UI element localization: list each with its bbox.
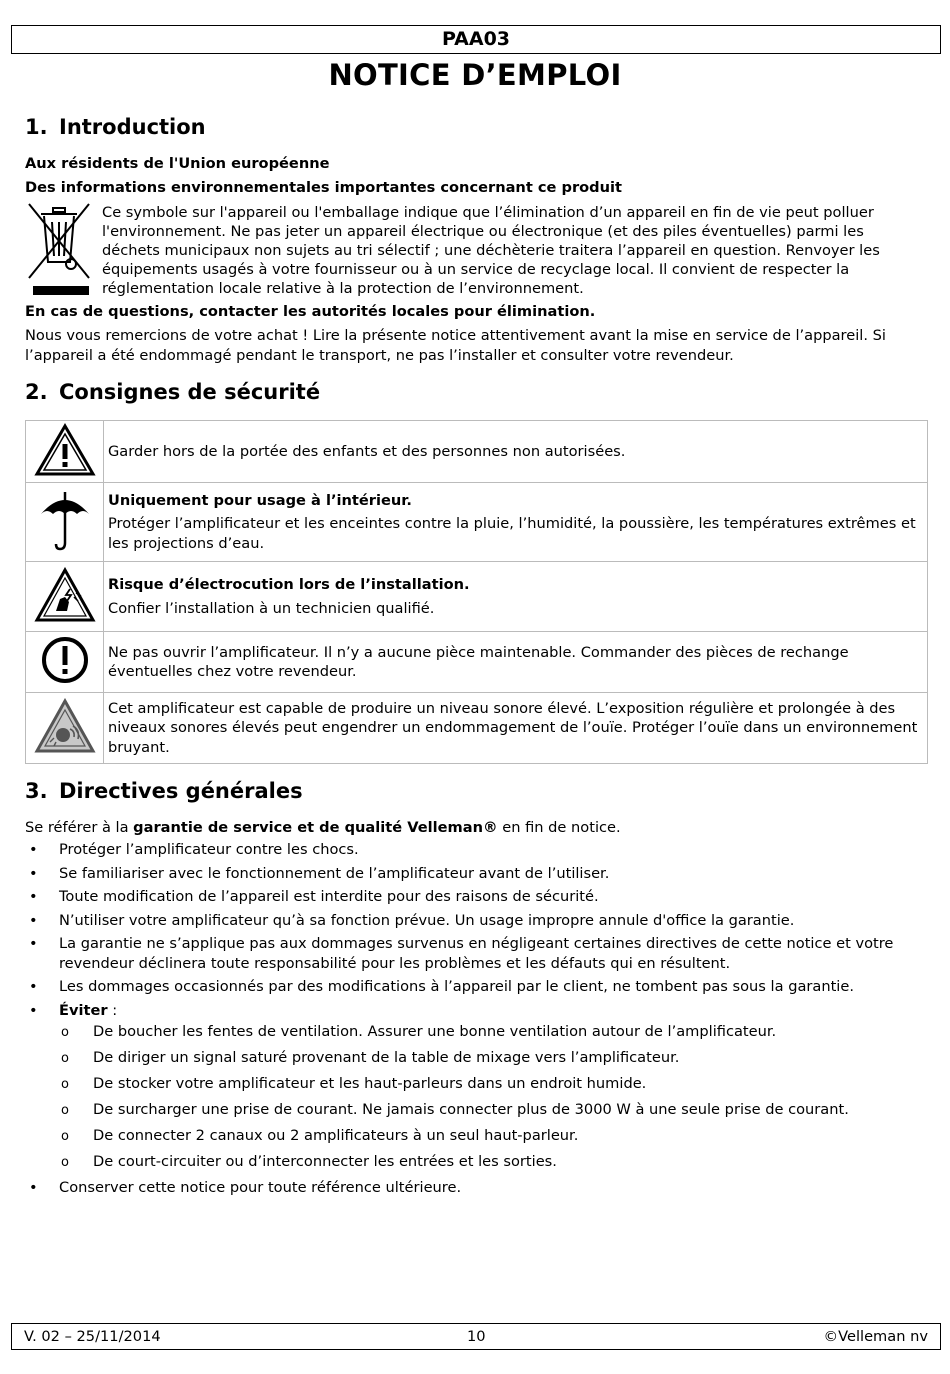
safety-text-cell: [104, 562, 928, 632]
sub-list-item: o De connecter 2 canaux ou 2 amplificateurs à un seul haut-parleur.: [59, 1126, 925, 1146]
umbrella-icon: [37, 488, 93, 552]
safety-icon-cell: [26, 562, 104, 632]
eu-residents-line: Aux résidents de l'Union européenne: [25, 155, 330, 172]
list-item: • N’utiliser votre amplificateur qu’à sa fonction prévue. Un usage impropre annule d'office la garantie.: [25, 911, 925, 931]
safety-text: Cet amplificateur est capable de produire un niveau sonore élevé. L’exposition régulière et prolongée à des niveaux sonores élevés peut engendrer un endommagement de l’ouïe. Protéger l’ouïe dans un environnement bruyant.: [108, 699, 918, 756]
questions-line: En cas de questions, contacter les autorités locales pour élimination.: [25, 303, 596, 320]
safety-text: Confier l’installation à un technicien qualifié.: [108, 599, 435, 617]
safety-icon-cell: [26, 693, 104, 764]
avoid-label: Éviter: [59, 1001, 108, 1019]
warning-triangle-icon: [34, 423, 96, 477]
document-title: NOTICE D’EMPLOI: [328, 58, 622, 92]
sub-list-item: o De stocker votre amplificateur et les haut-parleurs dans un endroit humide.: [59, 1074, 925, 1094]
model-number: PAA03: [441, 28, 511, 50]
section-title: Consignes de sécurité: [59, 380, 321, 404]
safety-row: [26, 483, 928, 562]
safety-bold-text: Uniquement pour usage à l’intérieur.: [108, 491, 412, 509]
header-box: [11, 25, 941, 54]
weee-description: Ce symbole sur l'appareil ou l'emballage indique que l’élimination d’un appareil en fin de vie peut polluer l'environnement. Ne pas jeter un appareil électrique ou électronique (et des piles éventuelles) parmi les déchets municipaux non sujets au tri sélectif ; une déchèterie traitera l’appareil en question. Renvoyer les équipements usagés à votre fournisseur ou à un service de recyclage local. Il convient de respecter la réglementation locale relative à la protection de l’environnement.: [102, 204, 880, 297]
list-item: • Toute modification de l’appareil est interdite pour des raisons de sécurité.: [25, 887, 925, 907]
safety-row: [26, 693, 928, 764]
safety-text-cell: [104, 632, 928, 693]
thanks-paragraph: Nous vous remercions de votre achat ! Lire la présente notice attentivement avant la mise en service de l’appareil. Si l’appareil a été endommagé pendant le transport, ne pas l’installer et consulter votre revendeur.: [25, 327, 886, 364]
warranty-link-text: garantie de service et de qualité Velleman®: [133, 819, 498, 836]
section-title: Directives générales: [59, 779, 303, 803]
sub-list-item: o De surcharger une prise de courant. Ne jamais connecter plus de 3000 W à une seule prise de courant.: [59, 1100, 925, 1120]
section-number: 3.: [25, 779, 48, 803]
section-number: 1.: [25, 115, 48, 139]
safety-table: [25, 420, 928, 764]
warranty-suffix: en fin de notice.: [497, 819, 621, 836]
safety-row: [26, 562, 928, 632]
safety-text-cell: [104, 421, 928, 483]
section-number: 2.: [25, 380, 48, 404]
list-item: • Conserver cette notice pour toute référence ultérieure.: [25, 1178, 925, 1198]
safety-icon-cell: [26, 421, 104, 483]
section-heading-introduction: [25, 115, 206, 139]
list-item: • Se familiariser avec le fonctionnement de l’amplificateur avant de l’utiliser.: [25, 864, 925, 884]
safety-text: Ne pas ouvrir l’amplificateur. Il n’y a aucune pièce maintenable. Commander des pièces de rechange éventuelles chez votre revendeur.: [108, 643, 849, 680]
safety-text-cell: [104, 483, 928, 562]
environmental-info-line: Des informations environnementales importantes concernant ce produit: [25, 179, 622, 196]
footer-copyright: ©Velleman nv: [823, 1328, 928, 1345]
section-heading-general: [25, 779, 303, 803]
footer-page-number: 10: [467, 1328, 486, 1345]
section-title: Introduction: [59, 115, 206, 139]
exclamation-circle-icon: [40, 635, 90, 685]
footer-version: V. 02 – 25/11/2014: [24, 1328, 161, 1345]
section-heading-safety: [25, 380, 320, 404]
safety-icon-cell: [26, 483, 104, 562]
avoid-sublist: [59, 1022, 925, 1172]
electrocution-warning-icon: [34, 567, 96, 623]
sub-list-item: o De diriger un signal saturé provenant de la table de mixage vers l’amplificateur.: [59, 1048, 925, 1068]
list-item: • Protéger l’amplificateur contre les chocs.: [25, 840, 925, 860]
avoid-suffix: :: [107, 1001, 118, 1019]
sub-list-item: o De court-circuiter ou d’interconnecter les entrées et les sorties.: [59, 1152, 925, 1172]
list-item: • Les dommages occasionnés par des modifications à l’appareil par le client, ne tombent pas sous la garantie.: [25, 977, 925, 997]
safety-icon-cell: [26, 632, 104, 693]
loud-noise-warning-icon: [34, 698, 96, 754]
weee-crossed-bin-icon: [27, 202, 91, 298]
safety-text: Protéger l’amplificateur et les enceintes contre la pluie, l’humidité, la poussière, les températures extrêmes et les projections d’eau.: [108, 515, 916, 552]
list-item-avoid: [25, 1001, 925, 1172]
general-directives-list: [25, 840, 925, 1202]
safety-text-cell: [104, 693, 928, 764]
safety-text: Garder hors de la portée des enfants et des personnes non autorisées.: [108, 442, 626, 460]
warranty-reference: [25, 818, 925, 838]
sub-list-item: o De boucher les fentes de ventilation. Assurer une bonne ventilation autour de l’amplificateur.: [59, 1022, 925, 1042]
warranty-prefix: Se référer à la: [25, 819, 134, 836]
footer: [11, 1323, 941, 1350]
safety-row: [26, 632, 928, 693]
list-item: • La garantie ne s’applique pas aux dommages survenus en négligeant certaines directives de cette notice et votre revendeur déclinera toute responsabilité pour les problèmes et les défauts qui en résultent.: [25, 934, 925, 973]
safety-bold-text: Risque d’électrocution lors de l’installation.: [108, 576, 470, 593]
safety-row: [26, 421, 928, 483]
